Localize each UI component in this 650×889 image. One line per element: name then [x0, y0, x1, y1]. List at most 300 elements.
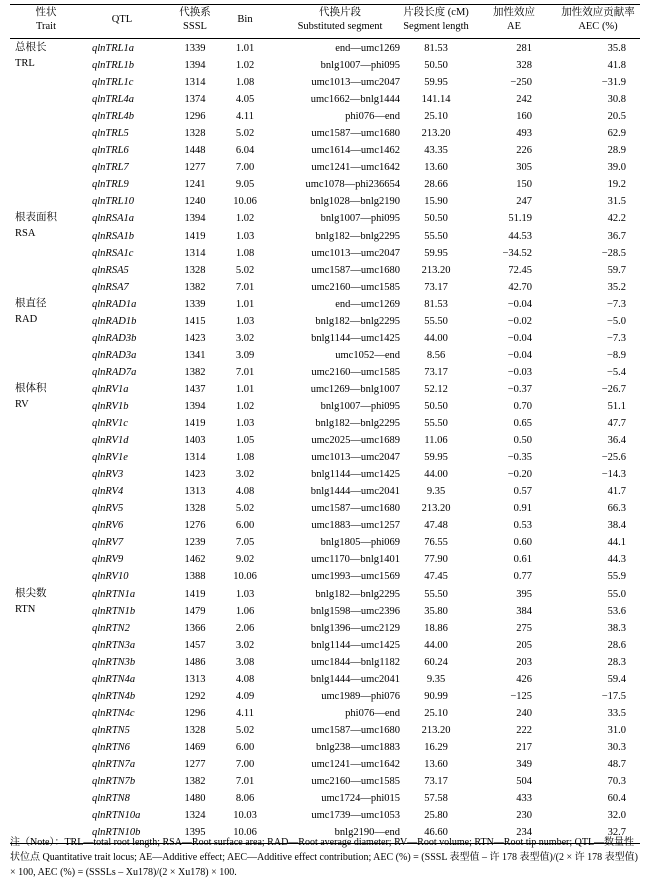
header-length-en: Segment length [403, 21, 469, 32]
sssl-id: 1448 [184, 145, 206, 157]
qtl-name: qlnRTN10b [92, 827, 141, 839]
additive-effect-contribution: 30.3 [607, 741, 626, 753]
bin-value: 7.01 [235, 366, 255, 378]
table-row [10, 688, 640, 705]
additive-effect-contribution: 59.4 [607, 673, 626, 685]
substituted-segment: bnlg182—bnlg2295 [315, 588, 400, 600]
table-row [10, 279, 640, 296]
additive-effect-contribution: 55.9 [607, 571, 626, 583]
qtl-name: qlnTRL6 [92, 145, 129, 157]
segment-length: 13.60 [424, 758, 448, 770]
sssl-id: 1423 [184, 469, 206, 481]
table-row [10, 722, 640, 739]
bin-value: 10.03 [233, 810, 257, 822]
additive-effect: −0.20 [507, 469, 532, 481]
sssl-id: 1328 [184, 264, 206, 276]
substituted-segment: bnlg1007—phi095 [320, 60, 400, 72]
additive-effect-contribution: −17.5 [601, 690, 626, 702]
segment-length: 44.00 [424, 469, 448, 481]
additive-effect: −0.02 [507, 315, 532, 327]
additive-effect-contribution: 31.5 [607, 196, 626, 208]
qtl-name: qlnRTN4a [92, 673, 136, 685]
substituted-segment: umc1724—phi015 [321, 793, 400, 805]
sssl-id: 1374 [184, 94, 206, 106]
table-row [10, 500, 640, 517]
bin-value: 1.01 [235, 383, 255, 395]
additive-effect: 0.57 [513, 486, 532, 498]
substituted-segment: umc1883—umc1257 [311, 520, 400, 532]
segment-length: 47.45 [424, 571, 448, 583]
additive-effect-contribution: 28.3 [607, 656, 626, 668]
additive-effect: 395 [516, 588, 532, 600]
additive-effect: −0.35 [507, 452, 532, 464]
bin-value: 9.02 [235, 554, 255, 566]
bin-value: 5.02 [235, 724, 255, 736]
substituted-segment: umc2025—umc1689 [311, 435, 400, 447]
table-row [10, 637, 640, 654]
additive-effect: 433 [516, 793, 532, 805]
qtl-name: qlnRV1a [92, 383, 129, 395]
segment-length: 25.80 [424, 810, 448, 822]
bin-value: 5.02 [235, 128, 255, 140]
segment-length: 28.66 [424, 179, 448, 191]
additive-effect: 240 [516, 707, 532, 719]
qtl-name: qlnRV10 [92, 571, 129, 583]
sssl-id: 1423 [184, 332, 206, 344]
qtl-name: qlnRTN6 [92, 741, 130, 753]
table-row [10, 330, 640, 347]
table-row [10, 364, 640, 381]
sssl-id: 1419 [184, 418, 206, 430]
header-ae-en: AE [507, 21, 521, 32]
segment-length: 55.50 [424, 418, 448, 430]
segment-length: 47.48 [424, 520, 448, 532]
substituted-segment: end—umc1269 [335, 43, 400, 54]
qtl-name: qlnRV5 [92, 503, 124, 515]
additive-effect-contribution: −14.3 [601, 469, 626, 481]
header-sssl-en: SSSL [183, 21, 207, 32]
additive-effect-contribution: 36.4 [607, 435, 626, 447]
additive-effect-contribution: −5.0 [606, 315, 626, 327]
segment-length: 44.00 [424, 332, 448, 344]
qtl-name: qlnRAD3a [92, 349, 137, 361]
additive-effect-contribution: 36.7 [607, 230, 626, 242]
sssl-id: 1394 [184, 213, 206, 225]
sssl-id: 1394 [184, 400, 206, 412]
additive-effect-contribution: 33.5 [607, 707, 626, 719]
table-row [10, 790, 640, 807]
segment-length: 59.95 [424, 77, 448, 89]
substituted-segment: umc1013—umc2047 [311, 452, 400, 464]
qtl-name: qlnRAD1a [92, 298, 137, 310]
sssl-id: 1313 [184, 673, 206, 685]
header-aec-en: AEC (%) [578, 21, 618, 32]
qtl-name: qlnRAD7a [92, 366, 137, 378]
segment-length: 76.55 [424, 537, 448, 549]
table-row [10, 517, 640, 534]
substituted-segment: bnlg2190—end [334, 827, 400, 839]
additive-effect-contribution: 62.9 [607, 128, 626, 140]
header-qtl-label: QTL [111, 14, 133, 25]
additive-effect: 0.53 [513, 520, 532, 532]
additive-effect-contribution: 47.7 [607, 418, 626, 430]
additive-effect-contribution: 28.9 [607, 145, 626, 157]
additive-effect: 275 [516, 622, 532, 634]
table-row [10, 756, 640, 773]
substituted-segment: bnlg238—umc1883 [316, 741, 400, 753]
table-row [10, 773, 640, 790]
additive-effect: 305 [516, 162, 532, 174]
bin-value: 1.02 [235, 213, 255, 225]
bin-value: 4.08 [235, 486, 255, 498]
additive-effect: 226 [516, 145, 532, 157]
substituted-segment: umc1269—bnlg1007 [310, 383, 400, 395]
header-aec-cn: 加性效应贡献率 [561, 7, 635, 18]
bin-value: 4.11 [236, 707, 254, 719]
table-body [10, 39, 640, 844]
substituted-segment: umc1989—phi076 [321, 690, 400, 702]
substituted-segment: umc1739—umc1053 [311, 810, 400, 822]
bin-value: 4.05 [235, 94, 255, 106]
additive-effect: −0.04 [507, 349, 532, 361]
additive-effect: 281 [516, 43, 532, 54]
table-row [10, 159, 640, 176]
qtl-name: qlnRAD3b [92, 332, 137, 344]
sssl-id: 1328 [184, 724, 206, 736]
table-row [10, 568, 640, 585]
header-sssl [172, 6, 218, 34]
substituted-segment: bnlg1805—phi069 [320, 537, 400, 549]
header-bin-label: Bin [237, 14, 253, 25]
segment-length: 11.06 [424, 435, 448, 447]
additive-effect-contribution: −31.9 [601, 77, 626, 89]
qtl-name: qlnRV1d [92, 435, 129, 447]
qtl-name: qlnTRL1c [92, 77, 134, 89]
additive-effect: 349 [516, 758, 532, 770]
header-segment-cn: 代换片段 [319, 7, 361, 18]
bin-value: 7.05 [235, 537, 255, 549]
sssl-id: 1382 [184, 281, 206, 293]
additive-effect-contribution: 70.3 [607, 776, 626, 788]
bin-value: 1.02 [235, 60, 255, 72]
table-row [10, 262, 640, 279]
sssl-id: 1239 [184, 537, 206, 549]
sssl-id: 1382 [184, 776, 206, 788]
qtl-name: qlnRV3 [92, 469, 124, 481]
substituted-segment: umc1587—umc1680 [311, 503, 400, 515]
bin-value: 4.11 [236, 111, 254, 123]
segment-length: 141.14 [421, 94, 451, 106]
bin-value: 1.05 [235, 435, 255, 447]
sssl-id: 1419 [184, 230, 206, 242]
additive-effect: 328 [516, 60, 532, 72]
segment-length: 213.20 [421, 264, 451, 276]
additive-effect-contribution: 38.4 [607, 520, 626, 532]
table-row [10, 432, 640, 449]
segment-length: 213.20 [421, 724, 451, 736]
qtl-name: qlnRSA5 [92, 264, 129, 276]
bin-value: 6.04 [235, 145, 255, 157]
bin-value: 3.08 [235, 656, 255, 668]
table-row [10, 551, 640, 568]
bin-value: 7.01 [235, 281, 255, 293]
bin-value: 9.05 [235, 179, 255, 191]
additive-effect: −0.04 [507, 298, 532, 310]
additive-effect-contribution: 55.0 [607, 588, 626, 600]
bin-value: 2.06 [235, 622, 255, 634]
substituted-segment: umc1052—end [335, 349, 400, 361]
table-row [10, 193, 640, 210]
segment-length: 18.86 [424, 622, 448, 634]
additive-effect: −0.37 [507, 383, 532, 395]
header-length [396, 6, 476, 34]
qtl-name: qlnRTN3a [92, 639, 136, 651]
additive-effect: 0.50 [513, 435, 532, 447]
table-row [10, 620, 640, 637]
qtl-name: qlnRV1b [92, 400, 129, 412]
segment-length: 35.80 [424, 605, 448, 617]
additive-effect-contribution: 41.7 [607, 486, 626, 498]
table-row [10, 449, 640, 466]
qtl-name: qlnRV7 [92, 537, 124, 549]
qtl-name: qlnRTN1a [92, 588, 136, 600]
additive-effect: 217 [516, 741, 532, 753]
sssl-id: 1277 [184, 758, 206, 770]
table-row [10, 654, 640, 671]
table-row [10, 313, 640, 330]
segment-length: 25.10 [424, 707, 448, 719]
header-aec [556, 6, 640, 34]
additive-effect: 0.70 [513, 400, 532, 412]
table-row [10, 125, 640, 142]
table-row [10, 739, 640, 756]
additive-effect-contribution: −25.6 [601, 452, 626, 464]
segment-length: 81.53 [424, 298, 448, 310]
qtl-name: qlnRTN1b [92, 605, 136, 617]
additive-effect: 160 [516, 111, 532, 123]
additive-effect: 504 [516, 776, 532, 788]
bin-value: 1.08 [235, 77, 255, 89]
qtl-name: qlnTRL4a [92, 94, 135, 106]
qtl-name: qlnRV4 [92, 486, 124, 498]
segment-length: 60.24 [424, 656, 448, 668]
header-ae-cn: 加性效应 [493, 7, 535, 18]
segment-length: 81.53 [424, 43, 448, 54]
sssl-id: 1419 [184, 588, 206, 600]
header-length-cn: 片段长度 (cM) [403, 7, 469, 18]
additive-effect: 0.91 [513, 503, 532, 515]
sssl-id: 1313 [184, 486, 206, 498]
sssl-id: 1437 [184, 383, 206, 395]
segment-length: 213.20 [421, 128, 451, 140]
substituted-segment: umc1241—umc1642 [311, 758, 400, 770]
substituted-segment: umc1241—umc1642 [311, 162, 400, 174]
bin-value: 10.06 [233, 571, 257, 583]
substituted-segment: bnlg1007—phi095 [320, 400, 400, 412]
segment-length: 73.17 [424, 281, 448, 293]
substituted-segment: bnlg1007—phi095 [320, 213, 400, 225]
table-row [10, 534, 640, 551]
additive-effect-contribution: 32.7 [607, 827, 626, 839]
segment-length: 55.50 [424, 230, 448, 242]
substituted-segment: bnlg1144—umc1425 [311, 639, 400, 651]
bin-value: 3.02 [235, 332, 255, 344]
segment-length: 90.99 [424, 690, 448, 702]
substituted-segment: phi076—end [345, 707, 400, 719]
sssl-id: 1462 [184, 554, 206, 566]
bin-value: 6.00 [235, 520, 255, 532]
additive-effect: 150 [516, 179, 532, 191]
substituted-segment: bnlg1598—umc2396 [310, 605, 400, 617]
additive-effect: 493 [516, 128, 532, 140]
substituted-segment: bnlg1444—umc2041 [310, 486, 400, 498]
additive-effect-contribution: 19.2 [607, 179, 626, 191]
sssl-id: 1240 [184, 196, 206, 208]
bin-value: 10.06 [233, 827, 257, 839]
segment-length: 50.50 [424, 60, 448, 72]
segment-length: 25.10 [424, 111, 448, 123]
substituted-segment: umc1078—phi236654 [305, 179, 400, 191]
additive-effect-contribution: 42.2 [607, 213, 626, 225]
bin-value: 3.09 [235, 349, 255, 361]
header-trait-en: Trait [35, 21, 57, 32]
header-trait-cn: 性状 [35, 7, 57, 18]
additive-effect-contribution: 60.4 [607, 793, 626, 805]
sssl-id: 1339 [184, 43, 206, 54]
additive-effect: 203 [516, 656, 532, 668]
additive-effect: 44.53 [508, 230, 532, 242]
table-row [10, 415, 640, 432]
bin-value: 5.02 [235, 264, 255, 276]
sssl-id: 1328 [184, 503, 206, 515]
additive-effect-contribution: 35.2 [607, 281, 626, 293]
table-row [10, 176, 640, 193]
additive-effect-contribution: 39.0 [607, 162, 626, 174]
trait-name-en: RV [15, 398, 29, 410]
bin-value: 3.02 [235, 469, 255, 481]
substituted-segment: bnlg182—bnlg2295 [315, 418, 400, 430]
table-row [10, 603, 640, 620]
sssl-id: 1480 [184, 793, 206, 805]
table-row [10, 398, 640, 415]
segment-length: 9.35 [426, 673, 446, 685]
segment-length: 57.58 [424, 793, 448, 805]
segment-length: 73.17 [424, 366, 448, 378]
additive-effect-contribution: 44.1 [607, 537, 626, 549]
substituted-segment: umc1587—umc1680 [311, 128, 400, 140]
sssl-id: 1395 [184, 827, 206, 839]
bin-value: 1.03 [235, 418, 255, 430]
additive-effect-contribution: 44.3 [607, 554, 626, 566]
bin-value: 3.02 [235, 639, 255, 651]
additive-effect-contribution: 32.0 [607, 810, 626, 822]
additive-effect: 247 [516, 196, 532, 208]
additive-effect-contribution: 31.0 [607, 724, 626, 736]
additive-effect-contribution: −7.3 [606, 332, 626, 344]
additive-effect-contribution: −28.5 [601, 247, 626, 259]
header-bin [225, 13, 265, 27]
sssl-id: 1457 [184, 639, 206, 651]
additive-effect: 234 [516, 827, 532, 839]
qtl-name: qlnRV1c [92, 418, 128, 430]
segment-length: 8.56 [426, 349, 446, 361]
additive-effect: −250 [510, 77, 532, 89]
qtl-name: qlnRAD1b [92, 315, 137, 327]
substituted-segment: umc2160—umc1585 [311, 776, 400, 788]
bin-value: 7.00 [235, 758, 255, 770]
qtl-name: qlnRTN7b [92, 776, 136, 788]
segment-length: 46.60 [424, 827, 448, 839]
substituted-segment: umc1013—umc2047 [311, 77, 400, 89]
table-row [10, 91, 640, 108]
sssl-id: 1296 [184, 707, 206, 719]
qtl-name: qlnRTN4c [92, 707, 135, 719]
substituted-segment: bnlg1028—bnlg2190 [310, 196, 400, 208]
sssl-id: 1314 [184, 452, 206, 464]
substituted-segment: umc1993—umc1569 [311, 571, 400, 583]
bin-value: 7.01 [235, 776, 255, 788]
additive-effect-contribution: 59.7 [607, 264, 626, 276]
trait-name-cn: 根直径 [15, 297, 47, 309]
additive-effect: −34.52 [502, 247, 532, 259]
table-row [10, 142, 640, 159]
table-row [10, 108, 640, 125]
trait-name-en: RAD [15, 313, 38, 325]
sssl-id: 1276 [184, 520, 206, 532]
trait-name-cn: 根表面积 [15, 212, 57, 224]
segment-length: 52.12 [424, 383, 448, 395]
table-header [10, 4, 640, 39]
additive-effect: 426 [516, 673, 532, 685]
additive-effect-contribution: 38.3 [607, 622, 626, 634]
additive-effect: 51.19 [508, 213, 532, 225]
substituted-segment: umc1013—umc2047 [311, 247, 400, 259]
header-qtl [92, 13, 152, 27]
additive-effect-contribution: −7.3 [606, 298, 626, 310]
bin-value: 1.01 [235, 298, 255, 310]
additive-effect-contribution: 20.5 [607, 111, 626, 123]
sssl-id: 1339 [184, 298, 206, 310]
qtl-name: qlnRTN3b [92, 656, 136, 668]
bin-value: 1.03 [235, 315, 255, 327]
additive-effect-contribution: 51.1 [607, 400, 626, 412]
additive-effect: 230 [516, 810, 532, 822]
qtl-name: qlnTRL5 [92, 128, 129, 140]
substituted-segment: bnlg1144—umc1425 [311, 469, 400, 481]
qtl-name: qlnRTN7a [92, 758, 136, 770]
bin-value: 7.00 [235, 162, 255, 174]
qtl-name: qlnRTN8 [92, 793, 130, 805]
segment-length: 16.29 [424, 741, 448, 753]
sssl-id: 1241 [184, 179, 206, 191]
additive-effect: 222 [516, 724, 532, 736]
qtl-name: qlnTRL9 [92, 179, 129, 191]
sssl-id: 1341 [184, 349, 206, 361]
bin-value: 1.03 [235, 230, 255, 242]
sssl-id: 1382 [184, 366, 206, 378]
sssl-id: 1388 [184, 571, 206, 583]
table-row [10, 347, 640, 364]
additive-effect: 242 [516, 94, 532, 106]
bin-value: 8.06 [235, 793, 255, 805]
substituted-segment: bnlg182—bnlg2295 [315, 315, 400, 327]
substituted-segment: umc2160—umc1585 [311, 366, 400, 378]
segment-length: 55.50 [424, 315, 448, 327]
bin-value: 6.00 [235, 741, 255, 753]
sssl-id: 1486 [184, 656, 206, 668]
sssl-id: 1415 [184, 315, 206, 327]
additive-effect: 42.70 [508, 281, 532, 293]
